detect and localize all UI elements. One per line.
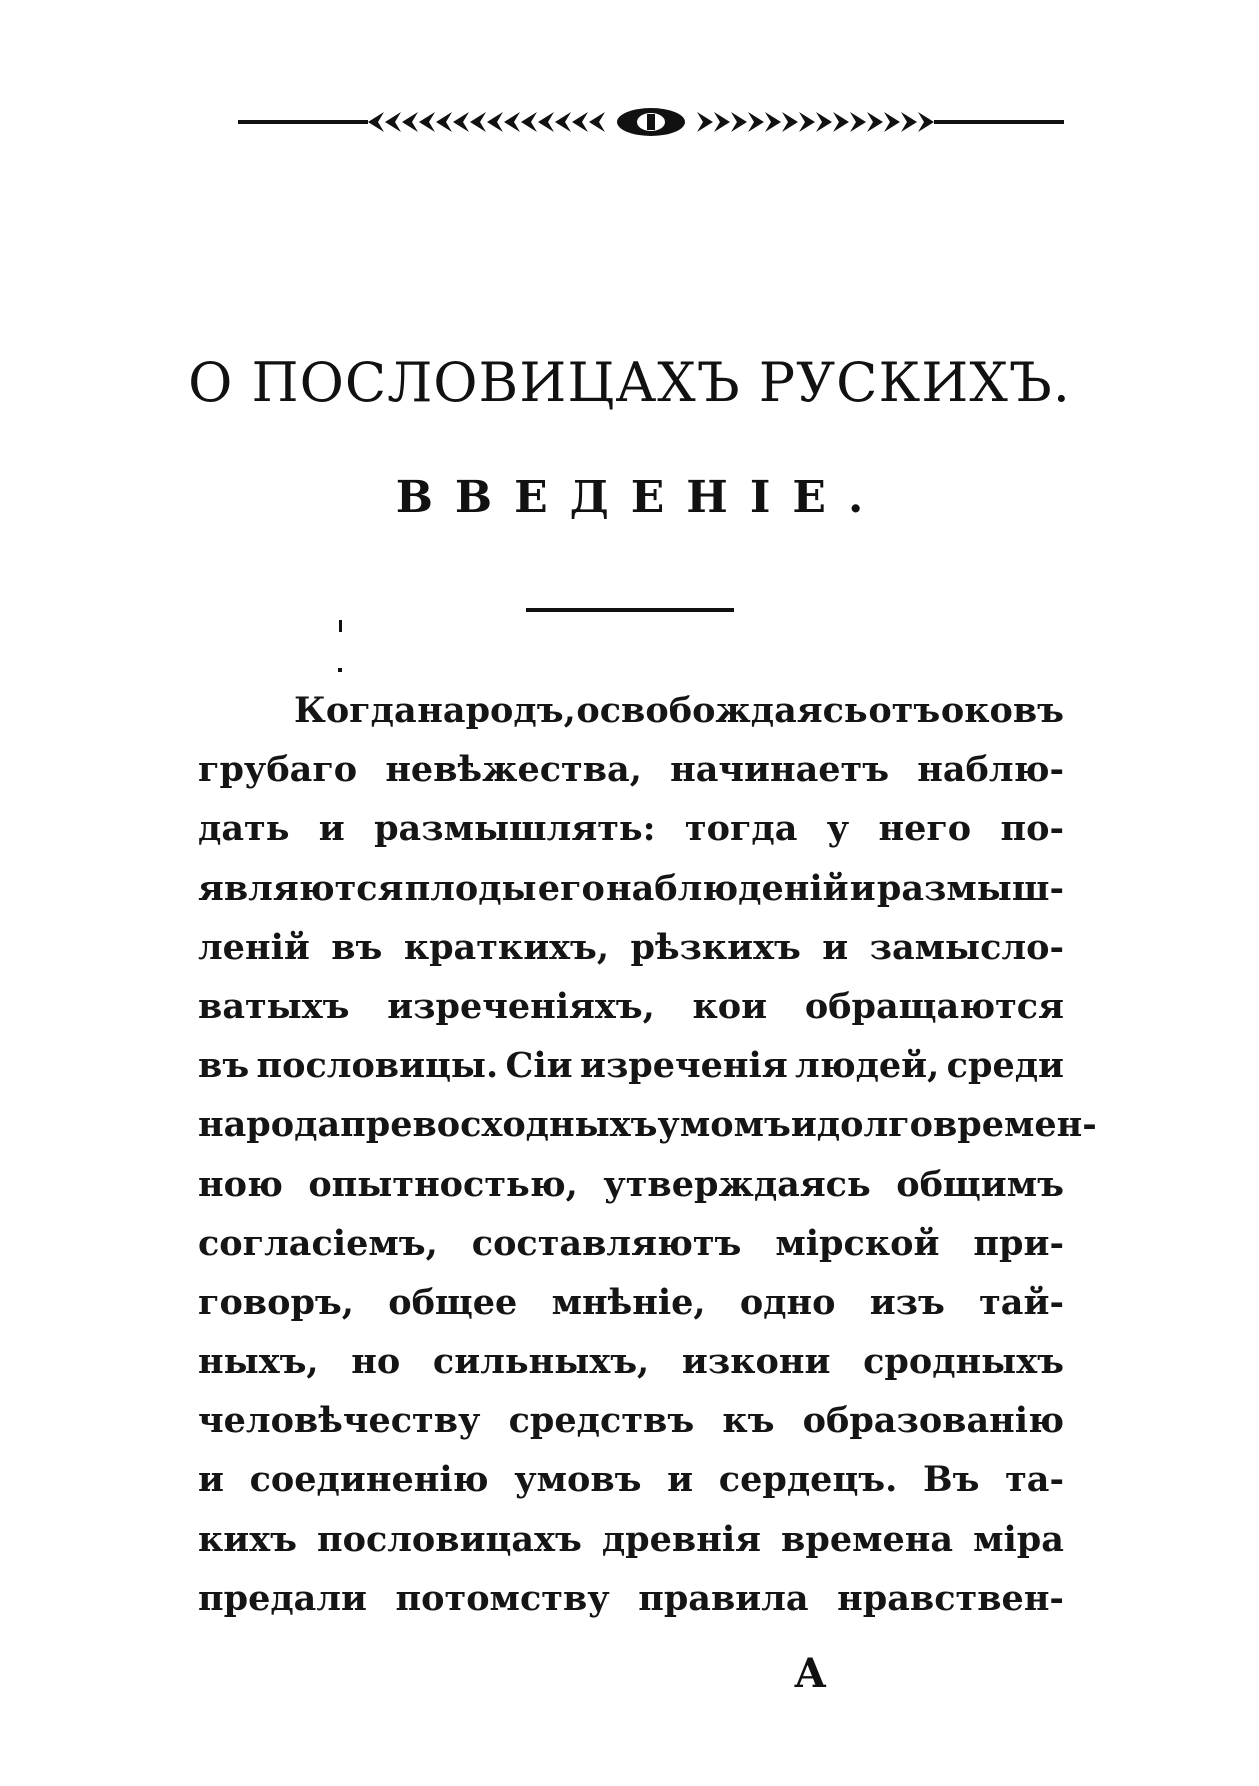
word: умовъ [514,1459,642,1501]
text-line [198,1400,1064,1459]
word: одно [739,1281,836,1323]
word: рѣзкихъ [630,926,801,968]
word: образованію [802,1400,1064,1442]
word: составляютъ [471,1222,742,1264]
arrowhead-border-ornament-icon [238,104,1064,140]
text-line [198,927,1064,986]
word: его [537,867,605,909]
word: среди [946,1045,1064,1087]
word: невѣжества, [385,749,642,791]
word: народа [198,1104,341,1146]
word: плоды [404,867,537,909]
word: дать [198,808,290,850]
word: ватыхъ [198,985,350,1027]
word: предали [198,1577,368,1619]
word: оковъ [940,690,1064,731]
text-line [198,1459,1064,1518]
word: кихъ [198,1518,297,1560]
word: но [351,1341,401,1383]
word: отъ [868,690,941,731]
word: краткихъ, [403,926,610,968]
word: сильныхъ, [432,1341,650,1383]
word: Въ [923,1459,980,1501]
ink-speck-marks [336,620,346,680]
text-line [198,868,1064,927]
word: наблю- [917,749,1064,791]
word: людей, [795,1045,940,1087]
word: мірской [775,1222,940,1264]
word: общее [388,1281,518,1323]
text-line [198,1045,1064,1104]
word: по- [1000,808,1064,850]
text-line [198,690,1064,749]
word: мнѣніе, [551,1281,706,1323]
word: освобождаясь [576,690,868,731]
word: ныхъ, [198,1341,319,1383]
word: тай- [979,1281,1064,1323]
word: Сіи [505,1045,573,1087]
divider-rule [526,608,734,612]
word: говоръ, [198,1281,354,1323]
word: кои [692,985,768,1027]
word: сердецъ. [718,1459,898,1501]
word: согласіемъ, [198,1222,438,1264]
word: и [790,1104,817,1146]
word: въ [331,926,383,968]
text-line [198,1104,1097,1163]
word: въ [198,1045,250,1087]
word: средствъ [508,1400,695,1442]
word: и [822,926,849,968]
word: правила [638,1577,809,1619]
word: времена [781,1518,954,1560]
word: у [826,808,850,850]
word: Когда [294,690,417,731]
word: изкони [681,1341,831,1383]
word: и [198,1459,224,1501]
page-title: О ПОСЛОВИЦАХЪ РУСКИХЪ. [188,351,1071,414]
text-line [198,1223,1064,1282]
word: сродныхъ [863,1341,1064,1383]
word: общимъ [896,1163,1064,1205]
word: и [849,867,876,909]
word: пословицахъ [316,1518,582,1560]
word: соединенію [249,1459,489,1501]
word: начинаетъ [670,749,890,791]
text-line [198,1282,1064,1341]
body-paragraph [198,690,1097,1637]
text-line [198,1164,1064,1223]
word: древнія [601,1518,762,1560]
word: къ [722,1400,775,1442]
word: грубаго [198,749,358,791]
signature-mark: А [794,1650,827,1697]
word: замысло- [869,926,1064,968]
word: изъ [869,1281,945,1323]
text-line [198,808,1064,867]
word: наблюденій [605,867,849,909]
word: народъ, [417,690,576,731]
word: міра [973,1518,1064,1560]
word: него [878,808,972,850]
section-subtitle: ВВЕДЕНІЕ. [395,472,886,523]
word: и [318,808,345,850]
word: опытностью, [308,1163,578,1205]
word: изреченія [579,1045,788,1087]
text-line [198,1519,1064,1578]
text-line [198,1578,1064,1637]
word: при- [973,1222,1064,1264]
word: ною [198,1163,283,1205]
word: леній [198,926,310,968]
text-line [198,986,1064,1045]
word: пословицы. [256,1045,499,1087]
word: размыш- [876,867,1064,909]
word: нравствен- [837,1577,1064,1619]
word: утверждаясь [603,1163,871,1205]
word: та- [1005,1459,1064,1501]
word: потомству [395,1577,610,1619]
word: умомъ [657,1104,791,1146]
word: превосходныхъ [340,1104,658,1146]
word: обращаются [804,985,1064,1027]
word: и [667,1459,694,1501]
word: человѣчеству [198,1400,481,1442]
word: тогда [684,808,798,850]
word: изреченіяхъ, [387,985,655,1027]
text-line [198,749,1064,808]
word: долговремен- [816,1104,1097,1146]
text-line [198,1341,1064,1400]
word: являются [198,867,404,909]
word: размышлять: [374,808,656,850]
